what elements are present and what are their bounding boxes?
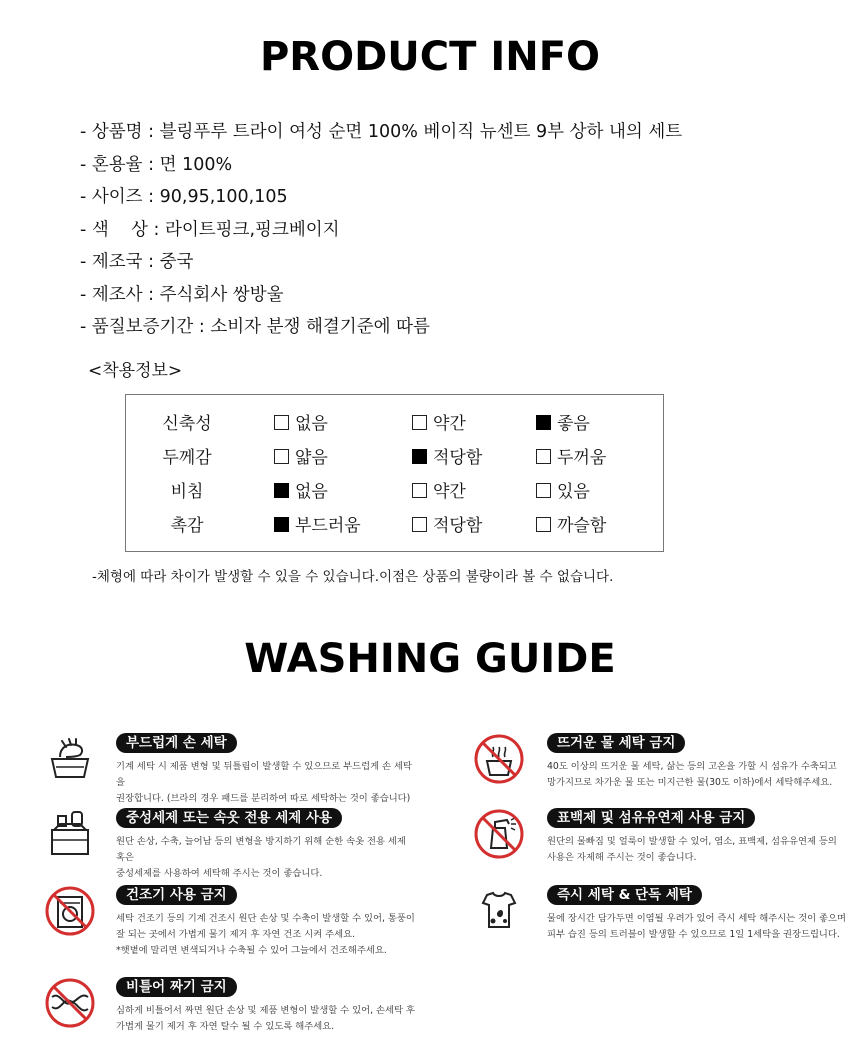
guide-text-line: 세탁 건조기 등의 기계 건조시 원단 손상 및 수축이 발생할 수 있어, 통풍이 xyxy=(116,913,415,924)
guide-title: 즉시 세탁 & 단독 세탁 xyxy=(547,885,702,905)
guide-text-line: 가볍게 물기 제거 후 자연 탈수 될 수 있도록 해주세요. xyxy=(116,1021,335,1032)
fit-row-thickness xyxy=(126,441,663,475)
fit-row-name: 두께감 xyxy=(162,448,212,468)
product-info-list xyxy=(80,116,682,344)
fit-option xyxy=(536,441,606,475)
guide-title: 뜨거운 물 세탁 금지 xyxy=(547,733,685,753)
checkbox-checked-icon xyxy=(274,517,289,532)
option-label: 좋음 xyxy=(557,414,590,434)
info-item-country: - 제조국 : 중국 xyxy=(80,252,194,272)
guide-text-line: 40도 이상의 뜨거운 물 세탁, 삶는 등의 고온을 가할 시 섬유가 수축되고 xyxy=(547,761,837,772)
fit-option xyxy=(412,407,466,441)
info-item-composition: - 혼용율 : 면 100% xyxy=(80,154,233,175)
option-label: 없음 xyxy=(295,482,328,502)
guide-text xyxy=(116,759,416,807)
neutral-detergent-icon xyxy=(44,808,96,860)
guide-text-line: *햇볕에 말리면 변색되거나 수축될 수 있어 그늘에서 건조해주세요. xyxy=(116,945,387,956)
fit-option xyxy=(274,407,328,441)
checkbox-icon xyxy=(536,449,551,464)
option-label: 약간 xyxy=(433,482,466,502)
info-item-color: - 색 상 : 라이트핑크,핑크베이지 xyxy=(80,219,340,240)
wash-separately-icon xyxy=(473,885,525,937)
fit-row-sheerness xyxy=(126,475,663,509)
fit-option xyxy=(412,509,482,543)
checkbox-icon xyxy=(412,415,427,430)
product-info-title: PRODUCT INFO xyxy=(259,34,601,80)
fit-option xyxy=(536,475,590,509)
guide-text xyxy=(116,1003,416,1035)
fit-info-table xyxy=(125,394,664,552)
checkbox-icon xyxy=(412,517,427,532)
guide-title: 표백제 및 섬유유연제 사용 금지 xyxy=(547,808,755,828)
checkbox-checked-icon xyxy=(412,449,427,464)
guide-text-line: 잘 되는 곳에서 가볍게 물기 제거 후 자연 건조 시켜 주세요. xyxy=(116,929,356,940)
guide-text xyxy=(116,911,416,959)
info-item-product-name: - 상품명 : 블링푸루 트라이 여성 순면 100% 베이직 뉴센트 9부 상하 내의 세트 xyxy=(80,122,683,142)
no-wringing-icon xyxy=(44,977,96,1029)
fit-option xyxy=(274,509,361,543)
fit-row-name: 비침 xyxy=(170,482,204,502)
fit-row-texture xyxy=(126,509,663,543)
guide-text-line: 원단 손상, 수축, 늘어남 등의 변형을 방지하기 위해 순한 속옷 전용 세제 혹은 xyxy=(116,836,406,863)
fit-note: -체형에 따라 차이가 발생할 수 있을 수 있습니다.이점은 상품의 불량이라 볼 수 없습니다. xyxy=(92,569,614,585)
guide-text-line: 피부 습진 등의 트러블이 발생할 수 있으므로 1일 1세탁을 권장드립니다. xyxy=(547,929,840,940)
no-bleach-icon xyxy=(473,808,525,860)
guide-title: 부드럽게 손 세탁 xyxy=(116,733,237,753)
guide-title: 비틀어 짜기 금지 xyxy=(116,977,237,997)
checkbox-checked-icon xyxy=(274,483,289,498)
guide-text-line: 원단의 물빠짐 및 얼룩이 발생할 수 있어, 염소, 표백제, 섬유유연제 등의 xyxy=(547,836,837,847)
option-label: 적당함 xyxy=(433,448,483,468)
option-label: 부드러움 xyxy=(295,516,361,536)
checkbox-icon xyxy=(274,415,289,430)
guide-text xyxy=(547,834,847,866)
no-hot-water-icon xyxy=(473,733,525,785)
fit-option xyxy=(536,407,590,441)
option-label: 두꺼움 xyxy=(557,448,607,468)
guide-text-line: 망가지므로 차가운 물 또는 미지근한 물(30도 이하)에서 세탁해주세요. xyxy=(547,777,833,788)
checkbox-icon xyxy=(536,483,551,498)
guide-title: 건조기 사용 금지 xyxy=(116,885,237,905)
fit-option xyxy=(536,509,606,543)
option-label: 적당함 xyxy=(433,516,483,536)
guide-text-line: 권장합니다. (브라의 경우 패드를 분리하여 따로 세탁하는 것이 좋습니다) xyxy=(116,793,411,804)
checkbox-icon xyxy=(274,449,289,464)
fit-option xyxy=(274,441,328,475)
fit-option xyxy=(274,475,328,509)
checkbox-icon xyxy=(412,483,427,498)
guide-text-line: 심하게 비틀어서 짜면 원단 손상 및 제품 변형이 발생할 수 있어, 손세탁 후 xyxy=(116,1005,415,1016)
fit-row-stretch xyxy=(126,407,663,441)
fit-option xyxy=(412,441,482,475)
option-label: 있음 xyxy=(557,482,590,502)
info-item-warranty: - 품질보증기간 : 소비자 분쟁 해결기준에 따름 xyxy=(80,317,430,337)
guide-text-line: 물에 장시간 담가두면 이염될 우려가 있어 즉시 세탁 해주시는 것이 좋으며 xyxy=(547,913,846,924)
checkbox-icon xyxy=(536,517,551,532)
option-label: 없음 xyxy=(295,414,328,434)
info-item-size: - 사이즈 : 90,95,100,105 xyxy=(80,187,288,207)
guide-title: 중성세제 또는 속옷 전용 세제 사용 xyxy=(116,808,342,828)
guide-text-line: 기계 세탁 시 제품 변형 및 뒤틀림이 발생할 수 있으므로 부드럽게 손 세탁을 xyxy=(116,761,412,788)
washing-guide-title: WASHING GUIDE xyxy=(244,636,616,682)
guide-text-line: 사용은 자제해 주시는 것이 좋습니다. xyxy=(547,852,697,863)
no-dryer-icon xyxy=(44,885,96,937)
option-label: 까슬함 xyxy=(557,516,607,536)
option-label: 약간 xyxy=(433,414,466,434)
guide-text-line: 중성세제를 사용하여 세탁해 주시는 것이 좋습니다. xyxy=(116,868,323,879)
info-item-manufacturer: - 제조사 : 주식회사 쌍방울 xyxy=(80,284,284,305)
checkbox-checked-icon xyxy=(536,415,551,430)
option-label: 얇음 xyxy=(295,448,328,468)
fit-row-name: 신축성 xyxy=(162,414,212,434)
guide-text xyxy=(116,834,416,882)
hand-wash-icon xyxy=(44,733,96,785)
fit-row-name: 촉감 xyxy=(170,516,204,536)
fit-option xyxy=(412,475,466,509)
guide-text xyxy=(547,759,847,791)
guide-text xyxy=(547,911,847,943)
fit-info-label: <착용정보> xyxy=(88,361,183,381)
